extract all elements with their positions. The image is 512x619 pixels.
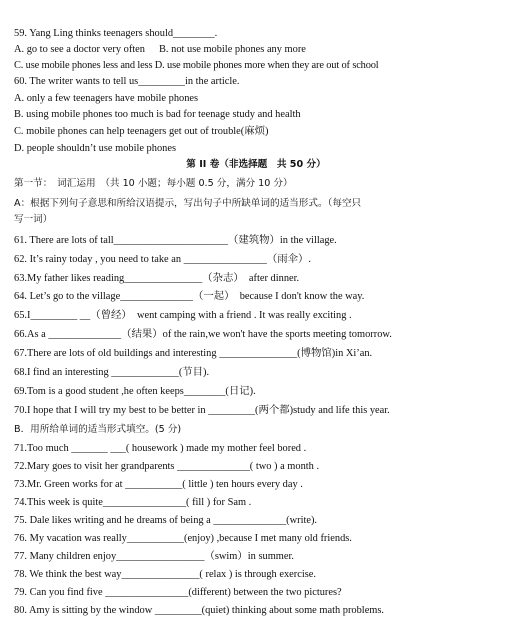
question-text: 78. We think the best way: [14, 569, 122, 580]
question-text: 79. Can you find five: [14, 587, 103, 598]
answer-blank[interactable]: _________________: [116, 551, 205, 562]
question-text: （杂志） after dinner.: [202, 273, 300, 284]
answer-blank[interactable]: _________: [154, 605, 202, 616]
answer-blank[interactable]: ___________: [125, 479, 183, 490]
question-text: 77. Many children enjoy: [14, 551, 117, 562]
question-text: 75. Dale likes writing and he dreams of being a: [14, 515, 211, 526]
question-67: [14, 347, 506, 361]
question-text: in the article.: [184, 76, 240, 87]
question-text: （一起） because I don't know the way.: [192, 291, 365, 302]
question-66: [14, 328, 506, 342]
question-72: [14, 460, 506, 474]
question-69: [14, 385, 506, 399]
question-text: 80. Amy is sitting by the window: [14, 605, 153, 616]
question-76: [14, 532, 506, 546]
question-text: (日记).: [225, 386, 256, 397]
part-a-instructions: A：根据下列句子意思和所给汉语提示，写出句子中所缺单词的适当形式。（每空只: [14, 198, 362, 209]
question-59-stem: 59. Yang Ling thinks teenagers should: [14, 28, 174, 39]
question-text: 61. There are lots of tall: [14, 235, 114, 246]
option-a: A. only a few teenagers have mobile phones: [14, 93, 199, 104]
question-68: [14, 366, 506, 380]
question-71: [14, 442, 506, 456]
question-63: [14, 272, 506, 286]
answer-blank[interactable]: _______________: [219, 348, 298, 359]
question-text: 72.Mary goes to visit her grandparents: [14, 461, 175, 472]
answer-blank[interactable]: _________: [208, 405, 255, 416]
option-c: C. mobile phones can help teenagers get out of trouble(麻烦): [14, 126, 269, 137]
answer-blank[interactable]: ______________: [120, 291, 193, 302]
section-heading: 第 II 卷（非选择题 共 50 分）: [186, 159, 326, 170]
question-59: [14, 27, 506, 41]
question-text: (节目).: [178, 367, 210, 378]
question-text: 63.My father likes reading: [14, 273, 125, 284]
question-text: 62. It’s rainy today , you need to take an: [14, 254, 182, 265]
question-text: 70.I hope that I will try my best to be better in: [14, 405, 206, 416]
answer-blank[interactable]: _________: [138, 76, 185, 87]
answer-blank[interactable]: _______________: [124, 273, 203, 284]
part-1-heading: 第一节： 词汇运用 （共 10 小题；每小题 0.5 分，满分 10 分）: [14, 178, 293, 189]
question-60-stem: 60. The writer wants to tell us: [14, 76, 139, 87]
question-text: 76. My vacation was really: [14, 533, 127, 544]
question-text: (write).: [286, 515, 318, 526]
answer-blank[interactable]: ______________: [213, 515, 287, 526]
question-text: .: [214, 28, 218, 39]
option-b: B. not use mobile phones any more: [159, 44, 306, 55]
question-text: 74.This week is quite: [14, 497, 103, 508]
question-59-options-ab: [14, 43, 506, 57]
answer-blank[interactable]: ________: [173, 28, 215, 39]
answer-blank[interactable]: _______________: [121, 569, 200, 580]
question-text: ( relax ) is through exercise.: [199, 569, 316, 580]
question-text: （雨伞）.: [266, 254, 311, 265]
question-text: ( two ) a month .: [249, 461, 320, 472]
question-text: 65.I: [14, 310, 31, 321]
part-a-instructions-cont: 写一词）: [14, 214, 53, 225]
question-text: 73.Mr. Green works for at: [14, 479, 123, 490]
answer-blank[interactable]: ________: [183, 386, 226, 397]
question-text: 67.There are lots of old buildings and interesting: [14, 348, 217, 359]
question-78: [14, 568, 506, 582]
answer-blank[interactable]: _________ __: [30, 310, 91, 321]
question-text: 69.Tom is a good student ,he often keeps: [14, 386, 184, 397]
answer-blank[interactable]: ______________: [48, 329, 122, 340]
question-75: [14, 514, 506, 528]
answer-blank[interactable]: ______________: [177, 461, 250, 472]
question-70: [14, 404, 506, 418]
question-text: (different) between the two pictures?: [188, 587, 342, 598]
question-text: ( housework ) made my mother feel bored .: [125, 443, 307, 454]
question-77: [14, 550, 506, 564]
option-d: D. people shouldn’t use mobile phones: [14, 143, 176, 154]
answer-blank[interactable]: ___________: [126, 533, 184, 544]
question-text: （曾经） went camping with a friend . It was really exciting .: [90, 310, 352, 321]
question-text: 64. Let’s go to the village: [14, 291, 121, 302]
option-b: B. using mobile phones too much is bad for teenage study and health: [14, 109, 301, 120]
question-text: 66.As a: [14, 329, 46, 340]
question-text: (quiet) thinking about some math problems.: [201, 605, 385, 616]
question-80: [14, 604, 506, 618]
answer-blank[interactable]: _____________: [111, 367, 179, 378]
question-74: [14, 496, 506, 510]
answer-blank[interactable]: ________________: [105, 587, 189, 598]
question-62: [14, 253, 506, 267]
answer-blank[interactable]: ______________________: [113, 235, 228, 246]
question-65: [14, 309, 506, 323]
question-text: （swim）in summer.: [204, 551, 294, 562]
question-79: [14, 586, 506, 600]
answer-blank[interactable]: ________________: [102, 497, 187, 508]
option-a: A. go to see a doctor very often: [14, 44, 145, 55]
part-b-instructions: B．用所给单词的适当形式填空。(5 分): [14, 424, 182, 435]
question-60: [14, 75, 506, 89]
question-text: 71.Too much: [14, 443, 69, 454]
question-64: [14, 290, 506, 304]
answer-blank[interactable]: ________________: [183, 254, 267, 265]
question-text: ( fill ) for Sam .: [186, 497, 252, 508]
question-text: 68.I find an interesting: [14, 367, 109, 378]
question-73: [14, 478, 506, 492]
answer-blank[interactable]: _______ ___: [71, 443, 126, 454]
question-text: (两个都)study and life this year.: [254, 405, 390, 416]
question-61: [14, 234, 506, 248]
question-59-options-cd: C. use mobile phones less and less D. use mobile phones more when they are out of school: [14, 60, 379, 71]
question-text: （结果）of the rain,we won't have the sports meeting tomorrow.: [121, 329, 392, 340]
question-text: (博物馆)in Xi’an.: [297, 348, 373, 359]
question-text: ( little ) ten hours every day .: [182, 479, 303, 490]
question-text: (enjoy) ,because I met many old friends.: [183, 533, 352, 544]
question-text: （建筑物）in the village.: [227, 235, 337, 246]
